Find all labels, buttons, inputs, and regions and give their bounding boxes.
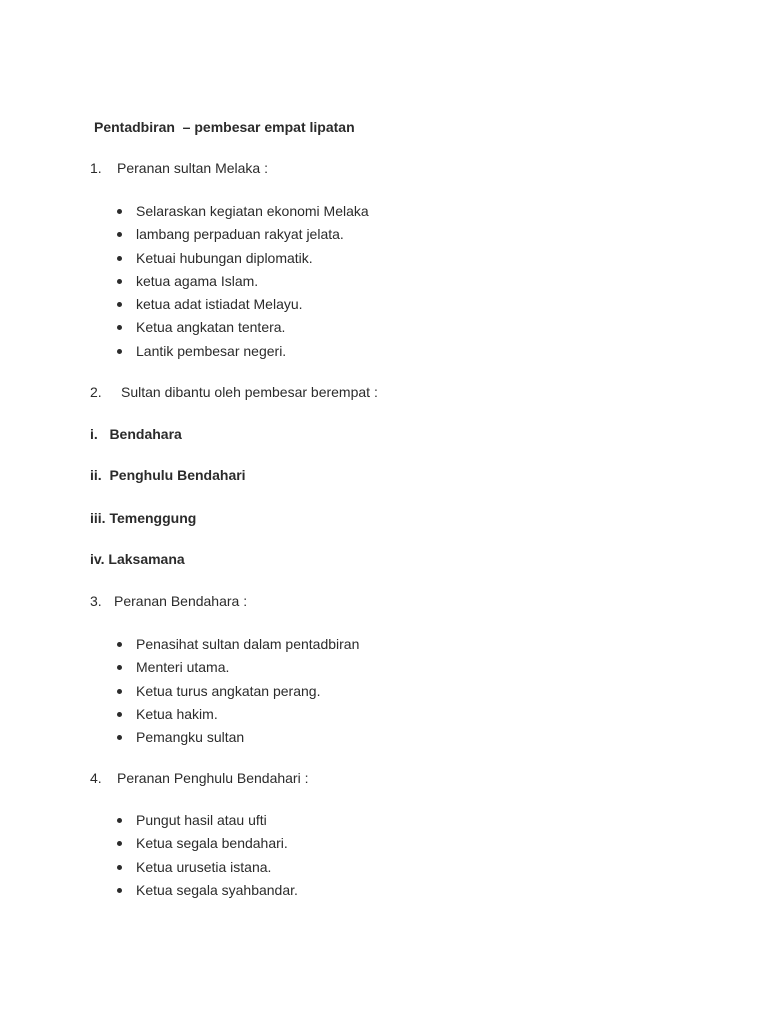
list-item: Ketuai hubungan diplomatik. bbox=[116, 250, 369, 273]
section-1-number: 1. bbox=[90, 160, 102, 176]
list-item: Menteri utama. bbox=[116, 659, 359, 682]
section-1-heading: Peranan sultan Melaka : bbox=[117, 160, 268, 176]
section-3-heading: Peranan Bendahara : bbox=[114, 593, 248, 609]
list-item: Pemangku sultan bbox=[116, 729, 359, 752]
section-4-list bbox=[116, 812, 298, 905]
section-3-number: 3. bbox=[90, 593, 102, 609]
role-penghulu-bendahari: ii. Penghulu Bendahari bbox=[90, 467, 246, 483]
list-item: Ketua segala syahbandar. bbox=[116, 882, 298, 905]
list-item: Ketua segala bendahari. bbox=[116, 835, 298, 858]
section-4-number: 4. bbox=[90, 770, 102, 786]
list-item: Ketua hakim. bbox=[116, 706, 359, 729]
section-1-list bbox=[116, 203, 369, 366]
document-title: Pentadbiran – pembesar empat lipatan bbox=[94, 119, 355, 135]
section-3-list bbox=[116, 636, 359, 752]
list-item: ketua agama Islam. bbox=[116, 273, 369, 296]
list-item: Penasihat sultan dalam pentadbiran bbox=[116, 636, 359, 659]
section-2-number: 2. bbox=[90, 384, 102, 400]
role-temenggung: iii. Temenggung bbox=[90, 510, 197, 526]
list-item: lambang perpaduan rakyat jelata. bbox=[116, 226, 369, 249]
list-item: Pungut hasil atau ufti bbox=[116, 812, 298, 835]
role-bendahara: i. Bendahara bbox=[90, 426, 182, 442]
section-2-heading: Sultan dibantu oleh pembesar berempat : bbox=[121, 384, 378, 400]
list-item: ketua adat istiadat Melayu. bbox=[116, 296, 369, 319]
list-item: Ketua turus angkatan perang. bbox=[116, 683, 359, 706]
list-item: Lantik pembesar negeri. bbox=[116, 343, 369, 366]
role-laksamana: iv. Laksamana bbox=[90, 551, 185, 567]
list-item: Ketua urusetia istana. bbox=[116, 859, 298, 882]
list-item: Selaraskan kegiatan ekonomi Melaka bbox=[116, 203, 369, 226]
section-4-heading: Peranan Penghulu Bendahari : bbox=[117, 770, 309, 786]
list-item: Ketua angkatan tentera. bbox=[116, 319, 369, 342]
